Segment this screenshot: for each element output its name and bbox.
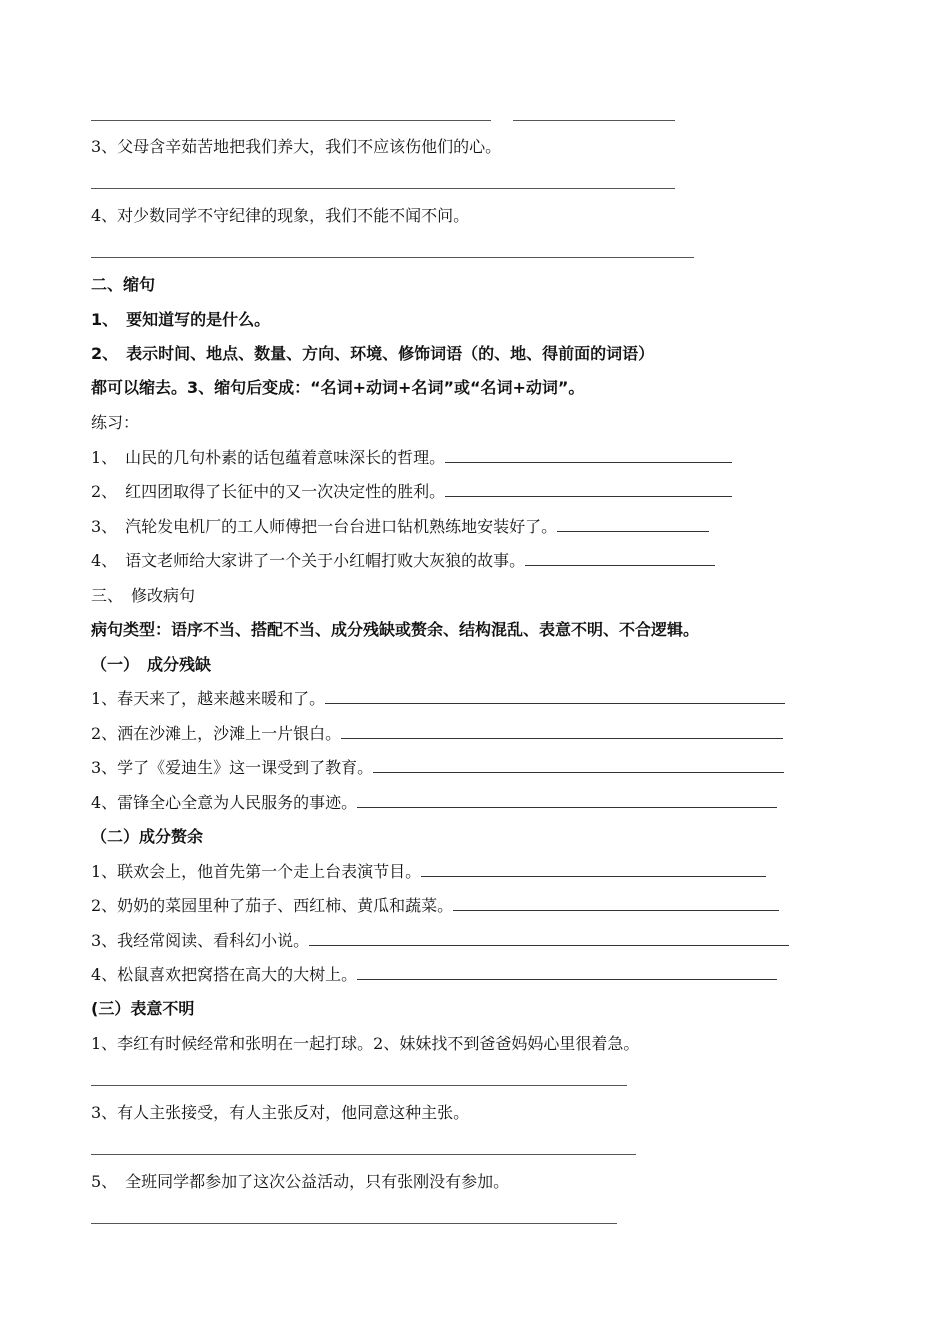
- list-item: 4、雷锋全心全意为人民服务的事迹。: [91, 793, 777, 813]
- practice-label: 练习：: [91, 413, 140, 432]
- answer-blank[interactable]: [421, 862, 766, 877]
- answer-line[interactable]: [91, 257, 694, 258]
- answer-blank[interactable]: [357, 965, 777, 980]
- answer-line[interactable]: [513, 120, 675, 121]
- list-item: 1、 山民的几句朴素的话包蕴着意味深长的哲理。: [91, 448, 732, 468]
- answer-blank[interactable]: [373, 758, 784, 773]
- answer-blank[interactable]: [557, 517, 709, 532]
- list-item: 3、 汽轮发电机厂的工人师傅把一台台进口钻机熟练地安装好了。: [91, 517, 709, 537]
- section-title-condense: 二、缩句: [91, 275, 156, 294]
- subsection-title-3: (三）表意不明: [91, 999, 195, 1018]
- list-item: 2、洒在沙滩上，沙滩上一片银白。: [91, 724, 783, 744]
- answer-blank[interactable]: [357, 793, 777, 808]
- answer-line[interactable]: [91, 1154, 636, 1155]
- answer-line[interactable]: [91, 1085, 627, 1086]
- answer-blank[interactable]: [445, 482, 732, 497]
- list-item: 1、春天来了，越来越来暖和了。: [91, 689, 785, 709]
- question-pair: 1、李红有时候经常和张明在一起打球。2、妹妹找不到爸爸妈妈心里很着急。: [91, 1034, 640, 1053]
- question-3: 3、父母含辛茹苦地把我们养大，我们不应该伤他们的心。: [91, 137, 502, 156]
- question-4: 4、对少数同学不守纪律的现象，我们不能不闻不问。: [91, 206, 470, 225]
- answer-blank[interactable]: [325, 689, 785, 704]
- list-item: 3、我经常阅读、看科幻小说。: [91, 931, 789, 951]
- subsection-title-2: （二）成分赘余: [91, 827, 204, 846]
- answer-blank[interactable]: [445, 448, 732, 463]
- list-item: 3、学了《爱迪生》这一课受到了教育。: [91, 758, 784, 778]
- answer-blank[interactable]: [453, 896, 779, 911]
- answer-line[interactable]: [91, 120, 491, 121]
- list-item: 1、联欢会上，他首先第一个走上台表演节目。: [91, 862, 766, 882]
- answer-line[interactable]: [91, 188, 675, 189]
- subsection-title-1: （一） 成分残缺: [91, 655, 212, 674]
- answer-blank[interactable]: [341, 724, 783, 739]
- error-types: 病句类型：语序不当、搭配不当、成分残缺或赘余、结构混乱、表意不明、不合逻辑。: [91, 620, 700, 639]
- section-title-revise: 三、 修改病句: [91, 586, 196, 605]
- answer-blank[interactable]: [525, 551, 715, 566]
- rule-2: 2、 表示时间、地点、数量、方向、环境、修饰词语（的、地、得前面的词语）: [91, 344, 655, 363]
- list-item: 2、 红四团取得了长征中的又一次决定性的胜利。: [91, 482, 732, 502]
- list-item: 4、 语文老师给大家讲了一个关于小红帽打败大灰狼的故事。: [91, 551, 715, 571]
- list-item: 2、奶奶的菜园里种了茄子、西红柿、黄瓜和蔬菜。: [91, 896, 779, 916]
- answer-blank[interactable]: [309, 931, 789, 946]
- rule-1: 1、 要知道写的是什么。: [91, 310, 271, 329]
- question-5-ambiguous: 5、 全班同学都参加了这次公益活动，只有张刚没有参加。: [91, 1172, 510, 1191]
- rule-3: 都可以缩去。3、缩句后变成：“名词+动词+名词”或“名词+动词”。: [91, 378, 585, 397]
- answer-line[interactable]: [91, 1223, 617, 1224]
- question-3-ambiguous: 3、有人主张接受，有人主张反对，他同意这种主张。: [91, 1103, 470, 1122]
- list-item: 4、松鼠喜欢把窝搭在高大的大树上。: [91, 965, 777, 985]
